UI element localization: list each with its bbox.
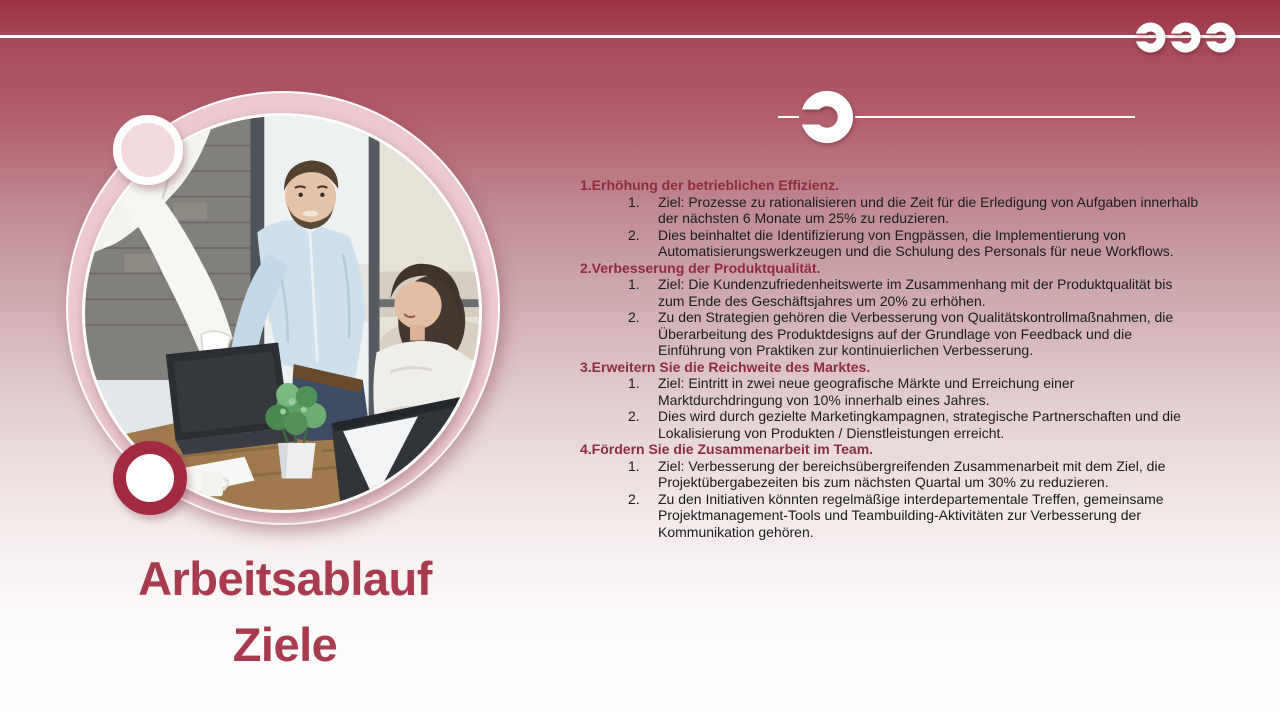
item-number: 1. bbox=[628, 457, 640, 474]
item-text: Ziel: Prozesse zu rationalisieren und die Zeit für die Erledigung von Aufgaben innerhalb der nächsten 6 Monate um 25% zu reduzieren. bbox=[658, 193, 1199, 226]
list-item bbox=[580, 194, 1202, 227]
donut-ring-icon bbox=[1170, 22, 1201, 53]
item-text: Ziel: Die Kundenzufriedenheitswerte im Zusammenhang mit der Produktqualität bis zum Ende des Geschäftsjahres um 20% zu erhöhen. bbox=[658, 276, 1173, 309]
pink-accent-circle bbox=[113, 115, 183, 185]
item-number: 2. bbox=[628, 490, 640, 507]
top-red-band bbox=[0, 0, 1280, 35]
slide-title-line2: Ziele bbox=[232, 618, 338, 671]
section-4 bbox=[580, 441, 1202, 540]
list-item bbox=[580, 375, 1202, 408]
donut-ring-icon bbox=[799, 89, 855, 145]
donut-ring-icon bbox=[1135, 22, 1166, 53]
section-2 bbox=[580, 260, 1202, 359]
item-number: 1. bbox=[628, 375, 640, 391]
list-item bbox=[580, 408, 1202, 441]
item-text: Ziel: Eintritt in zwei neue geografische Märkte und Erreichung einer Marktdurchdringung von 10% innerhalb eines Jahres. bbox=[658, 375, 1075, 408]
list-item bbox=[580, 309, 1202, 359]
item-text: Ziel: Verbesserung der bereichsübergreifenden Zusammenarbeit mit dem Ziel, die Projektübergabezeiten bis zum nächsten Quartal um 30% zu reduzieren. bbox=[658, 457, 1166, 490]
list-item bbox=[580, 491, 1202, 541]
red-accent-ring bbox=[113, 441, 187, 515]
section-heading: 2.Verbesserung der Produktqualität. bbox=[580, 259, 821, 276]
item-number: 2. bbox=[628, 408, 640, 424]
section-heading: 3.Erweitern Sie die Reichweite des Marktes. bbox=[580, 358, 871, 375]
section-divider-line bbox=[855, 116, 1135, 118]
item-number: 2. bbox=[628, 226, 640, 243]
item-text: Dies beinhaltet die Identifizierung von Engpässen, die Implementierung von Automatisierungswerkzeugen und die Schulung des Personals für neue Workflows. bbox=[658, 226, 1174, 259]
donut-ring-icon bbox=[1205, 22, 1236, 53]
top-divider-line bbox=[1235, 36, 1280, 38]
item-text: Dies wird durch gezielte Marketingkampagnen, strategische Partnerschaften und die Lokalisierung von Produkten / Dienstleistungen erreicht. bbox=[658, 408, 1181, 441]
list-item bbox=[580, 458, 1202, 491]
section-heading: 4.Fördern Sie die Zusammenarbeit im Team. bbox=[580, 441, 874, 457]
item-number: 1. bbox=[628, 193, 640, 210]
item-number: 2. bbox=[628, 309, 640, 325]
list-item bbox=[580, 276, 1202, 309]
slide-title-line1: Arbeitsablauf bbox=[138, 552, 432, 605]
top-divider-line bbox=[0, 36, 1134, 38]
section-1 bbox=[580, 177, 1202, 260]
item-text: Zu den Strategien gehören die Verbesserung von Qualitätskontrollmaßnahmen, die Überarbeitung des Produktdesigns auf der Grundlage von Feedback und die Einführung von Praktiken zur kontinuierlichen Verbesserung. bbox=[658, 309, 1174, 358]
item-text: Zu den Initiativen könnten regelmäßige interdepartementale Treffen, gemeinsame Projektmanagement-Tools und Teambuilding-Aktivitäten zur Verbesserung der Kommunikation gehören. bbox=[658, 490, 1164, 540]
goals-list bbox=[580, 177, 1202, 540]
list-item bbox=[580, 227, 1202, 260]
slide-title bbox=[30, 546, 540, 678]
section-divider-line bbox=[778, 116, 799, 118]
section-heading: 1.Erhöhung der betrieblichen Effizienz. bbox=[580, 177, 840, 193]
item-number: 1. bbox=[628, 276, 640, 292]
section-3 bbox=[580, 359, 1202, 442]
